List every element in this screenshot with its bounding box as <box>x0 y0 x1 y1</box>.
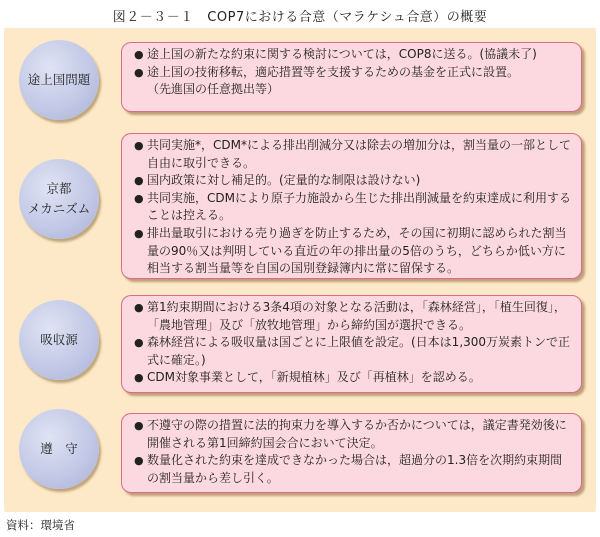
list-item-continuation: （先進国の任意拠出等） <box>147 82 280 97</box>
list-item: ● 排出量取引における売り過ぎを防止するため，その国に初期に認められた割当量の90％又は判明している直近の年の排出量の5倍のうち，どちらか低い方に相当する割当量等を自国の国別登録簿内に常に留保する。 <box>134 225 571 278</box>
section-box-developing-countries <box>121 42 582 112</box>
section-label-developing-countries <box>19 40 99 120</box>
section-label-text: 遵 守 <box>40 441 78 456</box>
list-item: ● 森林経営による吸収量は国ごとに上限値を設定。(日本は1,300万炭素トンで正式に確定。) <box>134 334 571 369</box>
section-label-text: メカニズム <box>27 201 91 216</box>
list-item: ● 途上国の新たな約束に関する検討については，COP8に送る。(協議未了) <box>134 46 571 64</box>
section-label-text: 吸収源 <box>40 332 78 347</box>
list-item: ● 第1約束期間における3条4項の対象となる活動は，「森林経営」，「植生回復」，「農地管理」及び「放牧地管理」から締約国が選択できる。 <box>134 299 571 334</box>
figure-title: 図２－３－１ COP7における合意（マラケシュ合意）の概要 <box>112 10 488 25</box>
section-label-text: 途上国問題 <box>27 72 91 87</box>
source-note: 資料：環境省 <box>6 518 75 532</box>
section-label-compliance <box>19 409 99 489</box>
list-item: ● 途上国の技術移転，適応措置等を支援するための基金を正式に設置。 <box>134 64 571 82</box>
section-label-text: 京都 <box>46 181 72 196</box>
list-item: ● CDM対象事業として，「新規植林」及び「再植林」を認める。 <box>134 369 571 387</box>
list-item: ● 数量化された約束を達成できなかった場合は，超過分の1.3倍を次期約束期間の割当量から差し引く。 <box>134 452 571 487</box>
section-label-kyoto-mechanism <box>19 159 99 239</box>
section-label-sinks <box>19 300 99 380</box>
list-item: ● 国内政策に対し補足的。(定量的な制限は設けない) <box>134 172 571 190</box>
section-box-sinks <box>121 295 582 393</box>
section-box-kyoto-mechanism <box>121 133 582 279</box>
list-item: ● 共同実施，CDMにより原子力施設から生じた排出削減量を約束達成に利用することは控える。 <box>134 190 571 225</box>
list-item: ● 不遵守の際の措置に法的拘束力を導入するか否かについては，議定書発効後に開催される第1回締約国会合において決定。 <box>134 417 571 452</box>
section-box-compliance <box>121 413 582 493</box>
list-item: ● 共同実施*，CDM*による排出削減分又は除去の増加分は，割当量の一部として自由に取引できる。 <box>134 137 571 172</box>
